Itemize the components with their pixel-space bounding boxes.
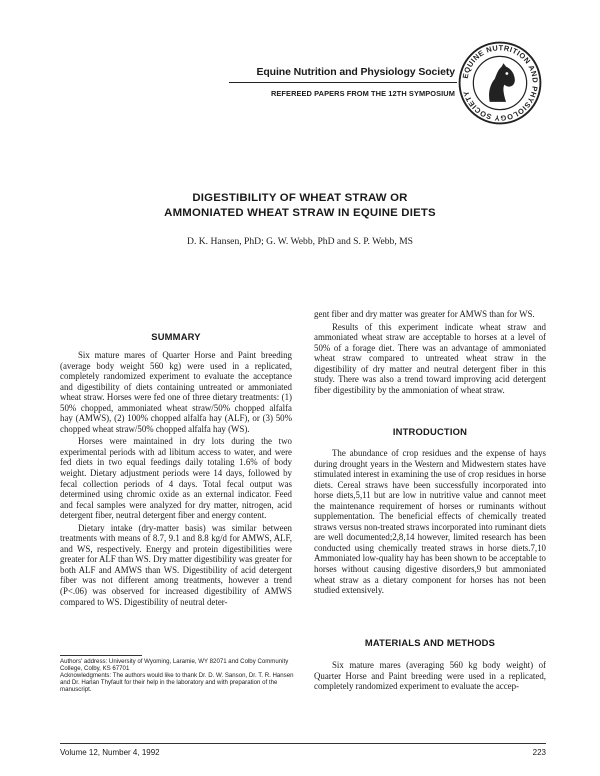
society-seal-logo bbox=[457, 40, 543, 126]
society-name: Equine Nutrition and Physiology Society bbox=[256, 66, 455, 78]
article-title-line-1: DIGESTIBILITY OF WHEAT STRAW OR bbox=[192, 192, 408, 204]
summary-heading: SUMMARY bbox=[151, 331, 201, 342]
footnote-address: Authors' address: University of Wyoming, Laramie, WY 82071 and Colby Community College, Colby, KS 67701 bbox=[60, 658, 289, 673]
horse-head-icon bbox=[489, 63, 515, 102]
summary-continuation-line: gent fiber and dry matter was greater for AMWS than for WS. bbox=[314, 309, 535, 319]
summary-paragraph: Dietary intake (dry-matter basis) was similar between treatments with means of 8.7, 9.1 and 8.8 kg/d for AMWS, ALF, and WS, respectively. Energy and protein digestibilities were greater for ALF than WS. Dry matter digestibility was greater for both ALF and AMWS than WS. Digestibility of acid detergent fiber was not different among treatments, however a trend (P<.06) was observed for increased digestibility of AMWS compared to WS. Digestibility of neutral deter- bbox=[60, 522, 292, 607]
summary-paragraph: Horses were maintained in dry lots during the two experimental periods with ad libitum access to water, and were fed diets in two equal feedings daily totaling 1.6% of body weight. Dietary adjustment periods were 14 days, followed by fecal collection periods of 4 days. Total fecal output was determined using chromic oxide as an external indicator. Feed and fecal samples were analyzed for dry matter, nitrogen, acid detergent fiber, neutral detergent fiber and energy content. bbox=[60, 436, 292, 521]
footer-rule bbox=[60, 743, 546, 744]
footnote-block bbox=[60, 658, 296, 693]
header-rule bbox=[229, 82, 457, 83]
methods-heading: MATERIALS AND METHODS bbox=[364, 637, 496, 648]
symposium-label: REFEREED PAPERS FROM THE 12TH SYMPOSIUM bbox=[270, 89, 455, 98]
results-paragraph: Results of this experiment indicate wheat straw and ammoniated wheat straw are acceptable to horses at a level of 50% of a forage diet. There was an advantage of ammoniated wheat straw compared to untreated wheat straw in the digestibility of dry matter and neutral detergent fiber in this study. There was also a trend toward improving acid detergent fiber digestibility by the ammoniation of wheat straw. bbox=[314, 321, 546, 395]
introduction-column bbox=[314, 448, 546, 596]
article-title-line-2: AMMONIATED WHEAT STRAW IN EQUINE DIETS bbox=[164, 207, 436, 219]
methods-paragraph: Six mature mares (averaging 560 kg body weight) of Quarter Horse and Paint breeding were used in a replicated, completely randomized experiment to evaluate the accep- bbox=[314, 660, 546, 692]
introduction-heading: INTRODUCTION bbox=[392, 426, 468, 437]
introduction-paragraph: The abundance of crop residues and the expense of hays during drought years in the Western and Midwestern states have stimulated interest in examining the use of crop residues in horse diets. Cereal straws have been successfully incorporated into horse diets,5,11 but are low in nutritive value and cannot meet the maintenance requirement of horses or ruminants without supplementation. The beneficial effects of chemically treated straws versus non-treated straws incorporated into ruminant diets are well documented;2,8,14 however, limited research has been conducted using chemically treated straws in horse diets.7,10 Ammoniated low-quality hay has been shown to be acceptable to horses without causing digestive disorders,9 but ammoniated wheat straw as a dietary component for horses has not been studied extensively. bbox=[314, 448, 546, 596]
footnote-rule bbox=[60, 655, 142, 656]
seal-ring-text: EQUINE NUTRITION AND PHYSIOLOGY SOCIETY bbox=[460, 43, 540, 123]
summary-column bbox=[60, 350, 292, 607]
page-number: 223 bbox=[532, 748, 546, 757]
footnote-acknowledgments: Acknowledgments: The authors would like to thank Dr. D. W. Sanson, Dr. T. R. Hansen and Dr. Harlan Thyfault for their help in the laboratory and with preparation of the manuscript. bbox=[60, 672, 294, 694]
methods-column bbox=[314, 660, 546, 692]
summary-continuation bbox=[314, 309, 546, 395]
summary-paragraph: Six mature mares of Quarter Horse and Paint breeding (average body weight 560 kg) were used in a replicated, completely randomized experiment to evaluate the acceptance and digestibility of diets containing untreated or ammoniated wheat straw. Horses were fed one of three dietary treatments: (1) 50% chopped, ammoniated wheat straw/50% chopped alfalfa hay (AMWS), (2) 100% chopped alfalfa hay (ALF), or (3) 50% chopped wheat straw/50% chopped alfalfa hay (WS). bbox=[60, 350, 292, 434]
journal-volume: Volume 12, Number 4, 1992 bbox=[60, 748, 160, 757]
author-list: D. K. Hansen, PhD; G. W. Webb, PhD and S. P. Webb, MS bbox=[187, 236, 413, 247]
